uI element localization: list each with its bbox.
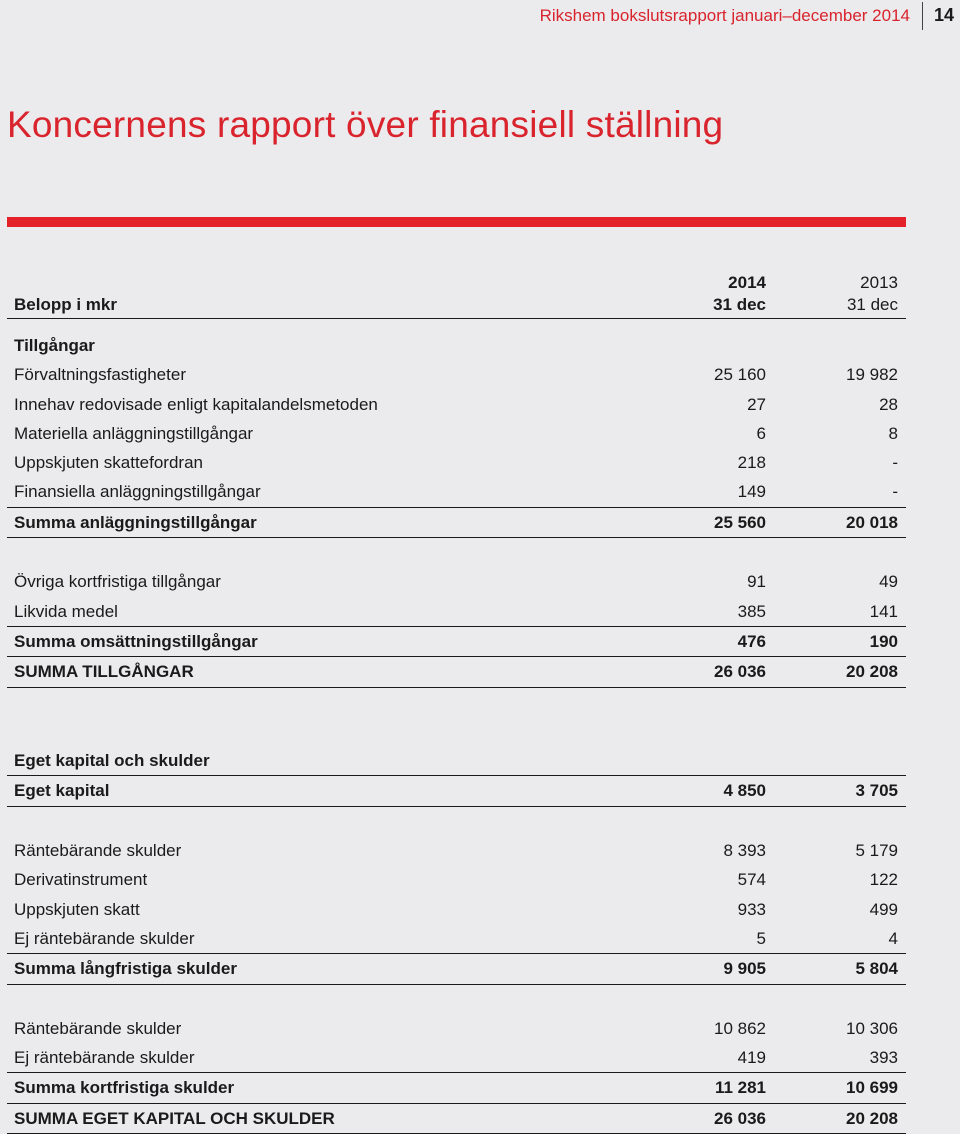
table-row: Räntebärande skulder 8 393 5 179 (14, 841, 898, 861)
page-title: Koncernens rapport över finansiell ställning (7, 104, 724, 145)
table-row: Övriga kortfristiga tillgångar 91 49 (14, 572, 898, 592)
table-row: Ej räntebärande skulder 419 393 (14, 1048, 898, 1068)
report-title: Rikshem bokslutsrapport januari–december 2014 (539, 6, 910, 25)
column-2014-year: 2014 (728, 273, 766, 292)
accent-bar (7, 217, 906, 227)
total-row: SUMMA EGET KAPITAL OCH SKULDER 26 036 20 208 (7, 1103, 906, 1134)
column-2013-date: 31 dec (846, 295, 898, 314)
table-header (7, 270, 906, 319)
total-row: SUMMA TILLGÅNGAR 26 036 20 208 (7, 656, 906, 687)
table-row: Uppskjuten skatt 933 499 (14, 899, 898, 919)
subtotal-row: Summa anläggningstillgångar 25 560 20 018 (7, 507, 906, 538)
subtotal-row: Eget kapital 4 850 3 705 (7, 775, 906, 806)
table-row: Förvaltningsfastigheter 25 160 19 982 (14, 365, 898, 385)
table-row: Ej räntebärande skulder 5 4 (14, 928, 898, 948)
header-divider (922, 2, 923, 30)
page-number: 14 (934, 5, 955, 25)
table-row: Likvida medel 385 141 (14, 601, 898, 621)
section-heading-equity-liabilities: Eget kapital och skulder (14, 751, 210, 771)
column-2013-header (847, 272, 898, 316)
table-row: Finansiella anläggningstillgångar 149 - (14, 482, 898, 502)
section-heading-assets: Tillgångar (14, 336, 95, 355)
subtotal-row: Summa långfristiga skulder 9 905 5 804 (7, 953, 906, 984)
column-2013-year: 2013 (860, 273, 898, 292)
column-2014-header (713, 272, 766, 316)
table-row: Derivatinstrument 574 122 (14, 870, 898, 890)
balance-sheet-table (7, 270, 906, 1134)
table-row: Innehav redovisade enligt kapitalandelsmetoden 27 28 (14, 394, 898, 414)
column-label-header: Belopp i mkr (14, 295, 117, 314)
subtotal-row: Summa kortfristiga skulder 11 281 10 699 (7, 1072, 906, 1102)
table-row: Materiella anläggningstillgångar 6 8 (14, 423, 898, 443)
table-row: Räntebärande skulder 10 862 10 306 (14, 1018, 898, 1038)
page-header (0, 0, 960, 34)
subtotal-row: Summa omsättningstillgångar 476 190 (7, 626, 906, 656)
table-row: Uppskjuten skattefordran 218 - (14, 453, 898, 473)
column-2014-date: 31 dec (713, 295, 766, 314)
